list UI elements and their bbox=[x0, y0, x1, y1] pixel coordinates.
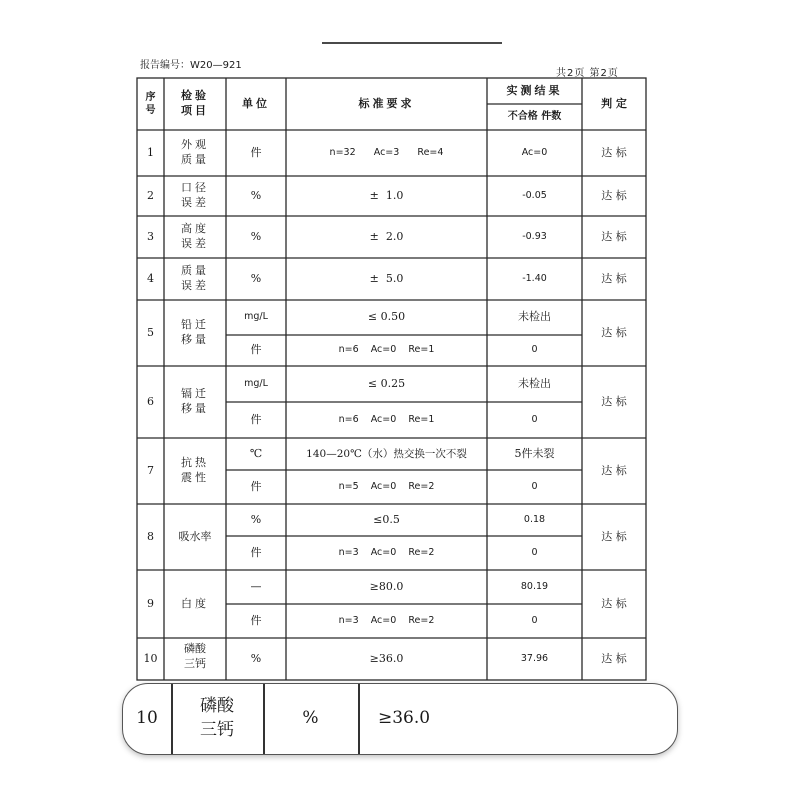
row-7-standard: 140—20℃（水）热交换一次不裂 bbox=[306, 447, 467, 460]
row-1-item: 外观 质量 bbox=[181, 138, 209, 166]
row-3-no: 3 bbox=[147, 229, 154, 243]
row-8-unit-2: 件 bbox=[250, 545, 262, 559]
row-9-unit: — bbox=[250, 579, 262, 593]
row-10-standard: ≥36.0 bbox=[369, 651, 404, 665]
zoom-unit: % bbox=[302, 708, 319, 729]
row-3-verdict: 达 标 bbox=[601, 229, 627, 243]
row-4-no: 4 bbox=[147, 271, 154, 285]
row-5-standard-2: n=6 Ac=0 Re=1 bbox=[338, 344, 435, 356]
row-1-verdict: 达 标 bbox=[601, 145, 627, 159]
row-10-unit: % bbox=[250, 651, 262, 665]
row-9-result: 80.19 bbox=[520, 580, 549, 592]
row-5-result: 未检出 bbox=[518, 310, 551, 324]
row-9-standard: ≥80.0 bbox=[369, 579, 404, 593]
row-7-item: 抗热 震性 bbox=[181, 456, 209, 484]
row-2-unit: % bbox=[250, 188, 262, 202]
row-3-result: -0.93 bbox=[522, 230, 547, 242]
page-info: 共2页 第2页 bbox=[556, 68, 619, 79]
row-5-item: 铅迁 移量 bbox=[181, 318, 209, 346]
header-result-sub: 不合格 件数 bbox=[507, 111, 562, 123]
row-7-no: 7 bbox=[147, 463, 154, 477]
row-9-result-2: 0 bbox=[531, 614, 538, 626]
row-4-result: -1.40 bbox=[522, 272, 547, 284]
row-1-no: 1 bbox=[147, 145, 154, 159]
row-8-unit: % bbox=[250, 512, 262, 526]
row-10-item: 磷酸 三钙 bbox=[184, 642, 206, 670]
zoom-no: 10 bbox=[136, 708, 158, 729]
header-unit: 单位 bbox=[242, 96, 270, 110]
row-6-unit: mg/L bbox=[244, 377, 268, 389]
row-7-result-2: 0 bbox=[531, 480, 538, 492]
row-6-verdict: 达 标 bbox=[601, 394, 627, 408]
row-8-standard-2: n=3 Ac=0 Re=2 bbox=[338, 546, 435, 558]
row-1-standard: n=32 Ac=3 Re=4 bbox=[329, 146, 444, 158]
row-8-no: 8 bbox=[147, 529, 154, 543]
row-7-standard-2: n=5 Ac=0 Re=2 bbox=[338, 480, 435, 492]
row-2-result: -0.05 bbox=[522, 189, 547, 201]
row-5-result-2: 0 bbox=[531, 344, 538, 356]
row-7-unit: ℃ bbox=[249, 446, 263, 460]
row-4-unit: % bbox=[250, 271, 262, 285]
row-8-verdict: 达 标 bbox=[601, 529, 627, 543]
row-5-no: 5 bbox=[147, 325, 154, 339]
row-2-standard: ± 1.0 bbox=[369, 188, 404, 202]
zoom-magnifier-card bbox=[122, 683, 678, 755]
row-5-verdict: 达 标 bbox=[601, 325, 627, 339]
row-4-standard: ± 5.0 bbox=[369, 271, 404, 285]
row-8-item: 吸水率 bbox=[178, 529, 212, 543]
row-9-no: 9 bbox=[147, 596, 154, 610]
row-2-verdict: 达 标 bbox=[601, 188, 627, 202]
row-3-unit: % bbox=[250, 229, 262, 243]
row-6-result: 未检出 bbox=[518, 376, 551, 390]
row-3-standard: ± 2.0 bbox=[369, 229, 404, 243]
header-no: 序 号 bbox=[145, 91, 156, 116]
row-6-standard: ≤ 0.25 bbox=[367, 376, 406, 390]
row-5-unit: mg/L bbox=[244, 311, 268, 323]
row-3-item: 高度 误差 bbox=[181, 222, 209, 250]
header-standard: 标准要求 bbox=[358, 96, 415, 110]
row-4-item: 质量 误差 bbox=[181, 264, 209, 292]
row-6-standard-2: n=6 Ac=0 Re=1 bbox=[338, 413, 435, 425]
row-9-standard-2: n=3 Ac=0 Re=2 bbox=[338, 614, 435, 626]
row-4-verdict: 达 标 bbox=[601, 271, 627, 285]
row-2-item: 口径 误差 bbox=[181, 181, 209, 209]
row-9-verdict: 达 标 bbox=[601, 596, 627, 610]
row-6-item: 镉迁 移量 bbox=[181, 387, 209, 415]
row-6-no: 6 bbox=[147, 394, 154, 408]
report-number: 报告编号：W20—921 bbox=[140, 60, 242, 71]
row-8-result: 0.18 bbox=[523, 513, 546, 525]
header-result: 实测结果 bbox=[506, 83, 563, 97]
row-1-unit: 件 bbox=[250, 145, 262, 159]
row-5-unit-2: 件 bbox=[250, 343, 262, 357]
zoom-standard: ≥36.0 bbox=[378, 708, 431, 729]
row-8-result-2: 0 bbox=[531, 546, 538, 558]
row-9-unit-2: 件 bbox=[250, 613, 262, 627]
row-7-unit-2: 件 bbox=[250, 479, 262, 493]
row-10-verdict: 达 标 bbox=[601, 651, 627, 665]
header-verdict: 判 定 bbox=[601, 96, 627, 110]
row-7-verdict: 达 标 bbox=[601, 463, 627, 477]
row-1-result: Ac=0 bbox=[521, 146, 548, 158]
row-10-no: 10 bbox=[143, 651, 158, 665]
row-5-standard: ≤ 0.50 bbox=[367, 310, 406, 324]
row-2-no: 2 bbox=[147, 188, 154, 202]
row-6-result-2: 0 bbox=[531, 413, 538, 425]
row-6-unit-2: 件 bbox=[250, 412, 262, 426]
row-7-result: 5件未裂 bbox=[514, 446, 555, 460]
row-10-result: 37.96 bbox=[520, 652, 549, 664]
row-9-item: 白度 bbox=[181, 596, 209, 610]
row-8-standard: ≤0.5 bbox=[373, 512, 400, 526]
header-item: 检验 项目 bbox=[181, 89, 209, 117]
zoom-item: 磷酸 三钙 bbox=[200, 696, 234, 740]
